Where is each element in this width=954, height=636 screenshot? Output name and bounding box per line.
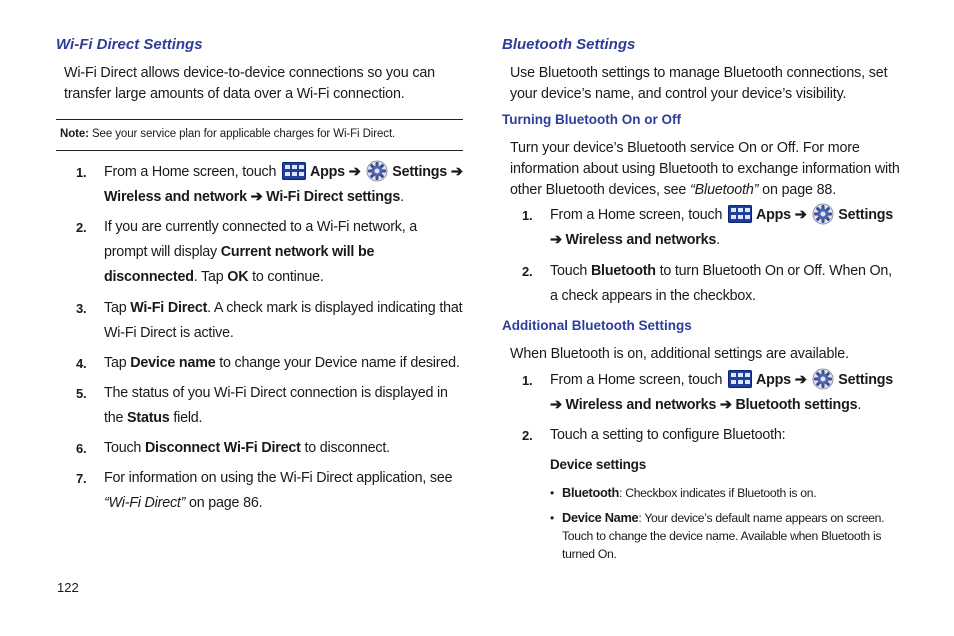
wifi-step-7: [76, 466, 464, 516]
page-number: 122: [57, 580, 79, 595]
bullet-text: : Checkbox indicates if Bluetooth is on.: [619, 486, 817, 500]
step-text: . Tap: [193, 269, 228, 285]
apps-grid-icon: [728, 205, 752, 223]
period: .: [857, 397, 862, 413]
step-text: The status of you Wi-Fi Direct connection is displayed in the: [104, 385, 448, 426]
settings-gear-icon: [812, 368, 834, 390]
step-text: to turn Bluetooth On or Off. When On, a check appears in the checkbox.: [550, 263, 892, 304]
step-text: Tap: [104, 300, 131, 316]
turning-bluetooth-para: [510, 138, 902, 201]
step-text: From a Home screen, touch: [550, 372, 726, 388]
step-text: Touch a setting to configure Bluetooth:: [550, 427, 786, 443]
settings-label: Settings: [392, 164, 448, 180]
wifi-direct-intro: Wi-Fi Direct allows device-to-device connections so you can transfer large amounts of data over a Wi-Fi connection.: [64, 65, 435, 102]
bullet-device-name: [550, 509, 896, 565]
step-text: . A check mark is displayed indicating that Wi-Fi Direct is active.: [104, 300, 463, 341]
period: .: [716, 232, 720, 248]
step-text: Tap: [104, 355, 131, 371]
wifi-step-4: [76, 351, 464, 376]
apps-label: Apps: [755, 372, 791, 388]
cross-reference-link[interactable]: “Wi-Fi Direct”: [104, 495, 186, 511]
apps-grid-icon: [728, 370, 752, 388]
settings-gear-icon: [812, 203, 834, 225]
bt-additional-step-1: [522, 368, 902, 418]
additional-bluetooth-heading: Additional Bluetooth Settings: [502, 318, 692, 333]
bt-onoff-step-2: [522, 259, 902, 309]
bullet-term: Bluetooth: [562, 485, 620, 500]
bullet-bluetooth: [550, 484, 902, 504]
step-bold: OK: [227, 269, 249, 285]
para-text: Turn your device’s Bluetooth service On or Off. For more information about using Bluetooth to exchange information with other Bluetooth devices, see: [510, 140, 900, 198]
bullet-text: : Your device’s default name appears on screen. Touch to change the device name. Available when Bluetooth is turned On.: [562, 511, 885, 561]
wifi-step-3: [76, 296, 464, 346]
step-bold: Bluetooth: [590, 263, 656, 279]
bt-onoff-step-1: [522, 203, 902, 253]
settings-label: Settings: [838, 372, 894, 388]
turning-bluetooth-heading: Turning Bluetooth On or Off: [502, 112, 681, 127]
step-text: to continue.: [248, 269, 324, 285]
step-text: Touch: [104, 440, 145, 456]
cross-reference-link[interactable]: “Bluetooth”: [690, 182, 759, 198]
arrow: ➔: [790, 207, 811, 223]
step-number: 7.: [76, 471, 87, 486]
step-number: 2.: [76, 220, 87, 235]
wifi-step-1: [76, 160, 464, 210]
period: .: [400, 189, 404, 205]
wifi-step-2: [76, 215, 464, 290]
para-text: on page 88.: [758, 182, 837, 198]
step-number: 6.: [76, 441, 87, 456]
step-number: 1.: [522, 208, 533, 223]
bullet-dot: •: [550, 486, 554, 500]
step-path: ➔ Wireless and networks: [550, 232, 717, 248]
wifi-direct-heading: Wi-Fi Direct Settings: [56, 36, 203, 53]
step-text: to change your Device name if desired.: [215, 355, 460, 371]
step-text: For information on using the Wi-Fi Direct application, see: [104, 470, 453, 486]
step-path: ➔ Wireless and networks ➔ Bluetooth settings: [550, 397, 858, 413]
note-text: See your service plan for applicable charges for Wi-Fi Direct.: [88, 128, 396, 140]
step-text: field.: [169, 410, 203, 426]
apps-label: Apps: [309, 164, 345, 180]
step-number: 4.: [76, 356, 87, 371]
settings-label: Settings: [838, 207, 894, 223]
step-bold: Device name: [130, 355, 216, 371]
device-settings-title: Device settings: [550, 457, 647, 472]
bluetooth-heading: Bluetooth Settings: [502, 36, 636, 53]
step-bold: Wi-Fi Direct: [130, 300, 208, 316]
step-number: 3.: [76, 301, 87, 316]
step-bold: Disconnect Wi-Fi Direct: [144, 440, 301, 456]
step-text: to disconnect.: [300, 440, 390, 456]
bt-additional-step-2: [522, 423, 902, 448]
bullet-dot: •: [550, 511, 554, 525]
step-number: 5.: [76, 386, 87, 401]
step-bold: Current network will be disconnected: [104, 244, 375, 285]
arrow: ➔: [344, 164, 365, 180]
wifi-step-5: [76, 381, 464, 431]
step-text: on page 86.: [185, 495, 263, 511]
step-number: 2.: [522, 428, 533, 443]
note-label: Note:: [60, 128, 89, 140]
arrow: ➔: [790, 372, 811, 388]
bluetooth-intro: Use Bluetooth settings to manage Bluetooth connections, set your device’s name, and control your device’s visibility.: [510, 65, 888, 102]
note-box: [56, 119, 463, 151]
apps-grid-icon: [282, 162, 306, 180]
step-path: Wireless and network ➔ Wi-Fi Direct settings: [104, 189, 401, 205]
settings-gear-icon: [366, 160, 388, 182]
step-text: If you are currently connected to a Wi-Fi network, a prompt will display: [104, 219, 418, 260]
step-number: 1.: [76, 165, 87, 180]
arrow: ➔: [447, 164, 463, 180]
bullet-term: Device Name: [562, 510, 639, 525]
apps-label: Apps: [755, 207, 791, 223]
step-text: From a Home screen, touch: [550, 207, 726, 223]
step-number: 1.: [522, 373, 533, 388]
step-text: From a Home screen, touch: [104, 164, 280, 180]
additional-bluetooth-para: When Bluetooth is on, additional settings are available.: [510, 346, 849, 362]
step-text: Touch: [550, 263, 591, 279]
step-number: 2.: [522, 264, 533, 279]
wifi-step-6: [76, 436, 464, 461]
step-bold: Status: [127, 410, 170, 426]
